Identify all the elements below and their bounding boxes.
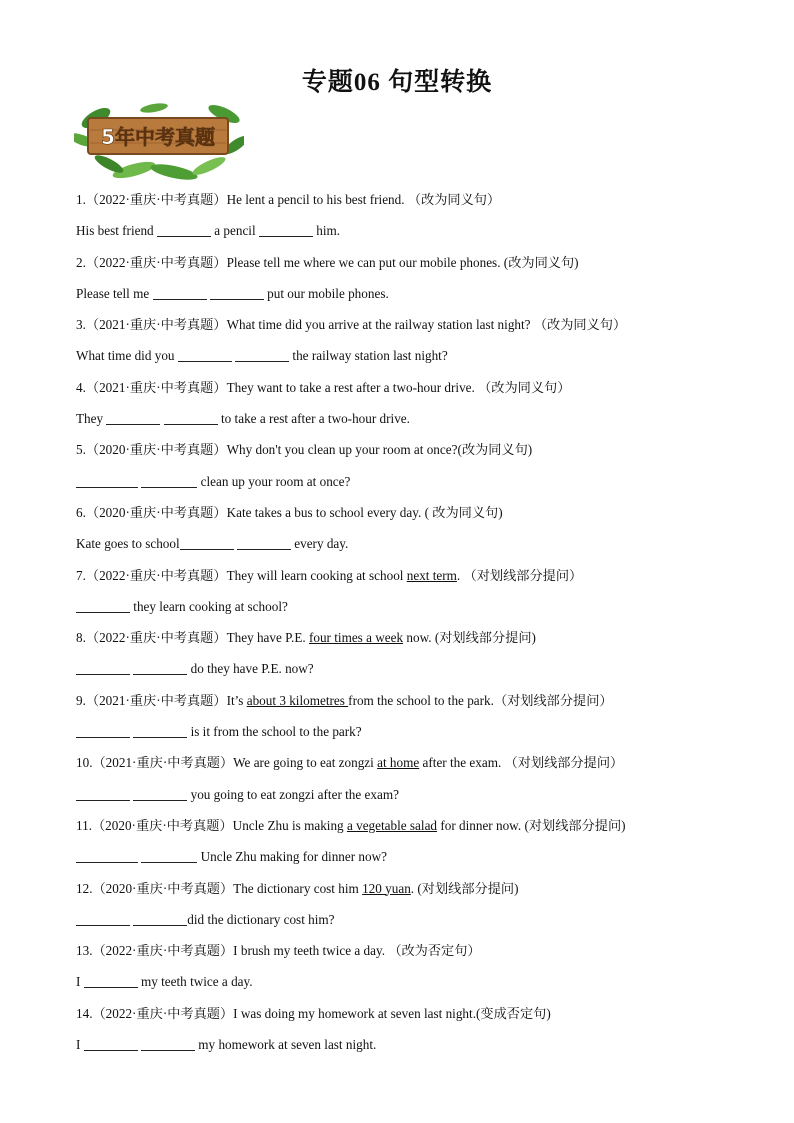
answer-blank[interactable] [84,1036,138,1051]
answer-line [76,845,726,876]
answer-line [76,344,726,375]
question-line [76,1002,726,1033]
answer-line [76,282,726,313]
question-instruction: (改为同义句) [457,442,533,458]
answer-line [76,595,726,626]
answer-blank[interactable] [235,347,289,362]
question-source: （2020·重庆·中考真题） [85,442,227,458]
question-source: （2022·重庆·中考真题） [92,1005,234,1021]
question-line [76,438,726,469]
question-text: . [410,880,418,896]
question-source: （2021·重庆·中考真题） [85,379,227,395]
underlined-phrase: next term [406,567,457,583]
question-text: We are going to eat zongzi [233,755,378,771]
answer-blank[interactable] [178,347,232,362]
question-number: 8. [76,630,86,646]
answer-line [76,219,726,250]
underlined-phrase: a vegetable salad [346,817,438,833]
answer-text: His best friend [76,223,157,239]
question-instruction: (改为同义句) [503,254,579,270]
answer-blank[interactable] [153,285,207,300]
question-instruction: （对划线部分提问） [493,692,613,708]
question-source: （2022·重庆·中考真题） [92,943,234,959]
question-line [76,751,726,782]
answer-blank[interactable] [133,660,187,675]
answer-text: the railway station last night? [289,348,448,364]
answer-blank[interactable] [76,598,130,613]
question-number: 11. [76,817,92,833]
question-source: （2020·重庆·中考真题） [85,504,227,520]
question-source: （2021·重庆·中考真题） [85,692,227,708]
question-source: （2020·重庆·中考真题） [92,880,234,896]
question-line [76,939,726,970]
question-number: 5. [76,442,86,458]
answer-blank[interactable] [141,848,197,863]
answer-text: What time did you [76,348,178,364]
question-text: It’s [226,692,247,708]
question-number: 10. [76,755,93,771]
answer-blank[interactable] [210,285,264,300]
question-source: （2021·重庆·中考真题） [85,317,227,333]
question-number: 1. [76,192,86,207]
answer-text: they learn cooking at school? [130,598,288,614]
question-line [76,814,726,845]
question-instruction: （对划线部分提问） [504,755,624,771]
answer-line [76,1033,726,1064]
question-instruction: (对划线部分提问) [434,630,536,646]
answer-blank[interactable] [76,786,130,801]
answer-text: to take a rest after a two-hour drive. [217,411,410,427]
question-text: after the exam. [419,755,505,771]
question-instruction: (对划线部分提问) [417,880,519,896]
page-title: 专题06 句型转换 [301,69,493,96]
question-text: He lent a pencil to his best friend. [226,192,408,207]
question-text: They have P.E. [226,630,309,646]
underlined-phrase: four times a week [308,630,404,646]
answer-blank[interactable] [141,1036,195,1051]
question-line [76,564,726,595]
question-instruction: ( 改为同义句) [424,504,503,520]
answer-blank[interactable] [84,973,138,988]
answer-line [76,720,726,751]
answer-line [76,970,726,1001]
question-line [76,877,726,908]
question-source: （2021·重庆·中考真题） [92,755,234,771]
answer-text: I [76,1037,84,1053]
answer-text: did the dictionary cost him? [187,911,335,927]
question-number: 14. [76,1005,93,1021]
answer-blank[interactable] [76,473,138,488]
question-text: from the school to the park. [348,692,494,708]
question-text: . [456,567,464,583]
question-number: 4. [76,379,86,395]
question-line [76,376,726,407]
answer-blank[interactable] [133,786,187,801]
answer-blank[interactable] [133,911,187,926]
question-number: 3. [76,317,86,333]
question-text: What time did you arrive at the railway station last night? [226,317,534,333]
answer-text: put our mobile phones. [263,285,389,301]
question-text: I was doing my homework at seven last night. [233,1005,476,1021]
question-text: Please tell me where we can put our mobile phones. [226,254,504,270]
question-number: 6. [76,504,86,520]
answer-text: Uncle Zhu making for dinner now? [197,849,387,865]
underlined-phrase: about 3 kilometres [246,692,349,708]
answer-blank[interactable] [76,660,130,675]
answer-line [76,908,726,939]
question-source: （2022·重庆·中考真题） [85,630,227,646]
question-instruction: （对划线部分提问） [463,567,583,583]
answer-blank[interactable] [180,535,234,550]
question-instruction: (对划线部分提问) [524,817,626,833]
answer-text: Kate goes to school [76,536,180,552]
answer-blank[interactable] [76,848,138,863]
underlined-phrase: at home [377,755,420,771]
question-instruction: (变成否定句) [476,1005,551,1021]
answer-blank[interactable] [141,473,197,488]
question-text: Why don't you clean up your room at once? [226,442,458,458]
answer-blank[interactable] [164,410,218,425]
answer-blank[interactable] [106,410,160,425]
question-number: 7. [76,567,86,583]
banner-5-years-exam [74,100,244,180]
answer-line [76,783,726,814]
question-number: 12. [76,880,93,896]
answer-text: my homework at seven last night. [195,1037,377,1053]
question-source: （2020·重庆·中考真题） [92,817,233,833]
question-text: Uncle Zhu is making [232,817,347,833]
question-source: （2022·重庆·中考真题） [85,192,227,207]
question-text: for dinner now. [437,817,525,833]
answer-text: I [76,974,84,990]
answer-text: you going to eat zongzi after the exam? [187,786,399,802]
answer-text: every day. [290,536,349,552]
question-text: now. [403,630,435,646]
question-line [76,188,726,219]
answer-text: Please tell me [76,285,153,301]
answer-blank[interactable] [157,222,211,237]
question-instruction: （改为否定句） [388,943,481,959]
answer-blank[interactable] [76,911,130,926]
answer-line [76,470,726,501]
answer-line [76,407,726,438]
answer-blank[interactable] [237,535,291,550]
question-line [76,626,726,657]
answer-text: clean up your room at once? [197,473,351,489]
question-number: 13. [76,943,93,959]
answer-line [76,657,726,688]
banner-label: 5年中考真题 [101,125,215,149]
question-number: 2. [76,254,86,270]
answer-text: They [76,411,107,427]
answer-blank[interactable] [259,222,313,237]
question-text: I brush my teeth twice a day. [233,943,389,959]
question-line [76,501,726,532]
question-line [76,313,726,344]
question-text: Kate takes a bus to school every day. [226,504,425,520]
question-list [76,188,726,1064]
answer-text: is it from the school to the park? [187,724,362,740]
question-number: 9. [76,692,86,708]
question-text: They want to take a rest after a two-hour drive. [226,379,479,395]
question-text: The dictionary cost him [233,880,363,896]
answer-blank[interactable] [133,723,187,738]
question-line [76,251,726,282]
question-text: They will learn cooking at school [226,567,407,583]
answer-text: do they have P.E. now? [187,661,314,677]
question-instruction: （改为同义句） [533,317,627,333]
answer-blank[interactable] [76,723,130,738]
underlined-phrase: 120 yuan [362,880,411,896]
question-line [76,689,726,720]
answer-text: a pencil [210,223,259,239]
answer-line [76,532,726,563]
question-source: （2022·重庆·中考真题） [85,254,227,270]
answer-text: him. [312,223,341,239]
question-instruction: （改为同义句） [478,379,571,395]
question-source: （2022·重庆·中考真题） [85,567,227,583]
question-instruction: （改为同义句） [407,192,501,207]
answer-text: my teeth twice a day. [137,974,253,990]
